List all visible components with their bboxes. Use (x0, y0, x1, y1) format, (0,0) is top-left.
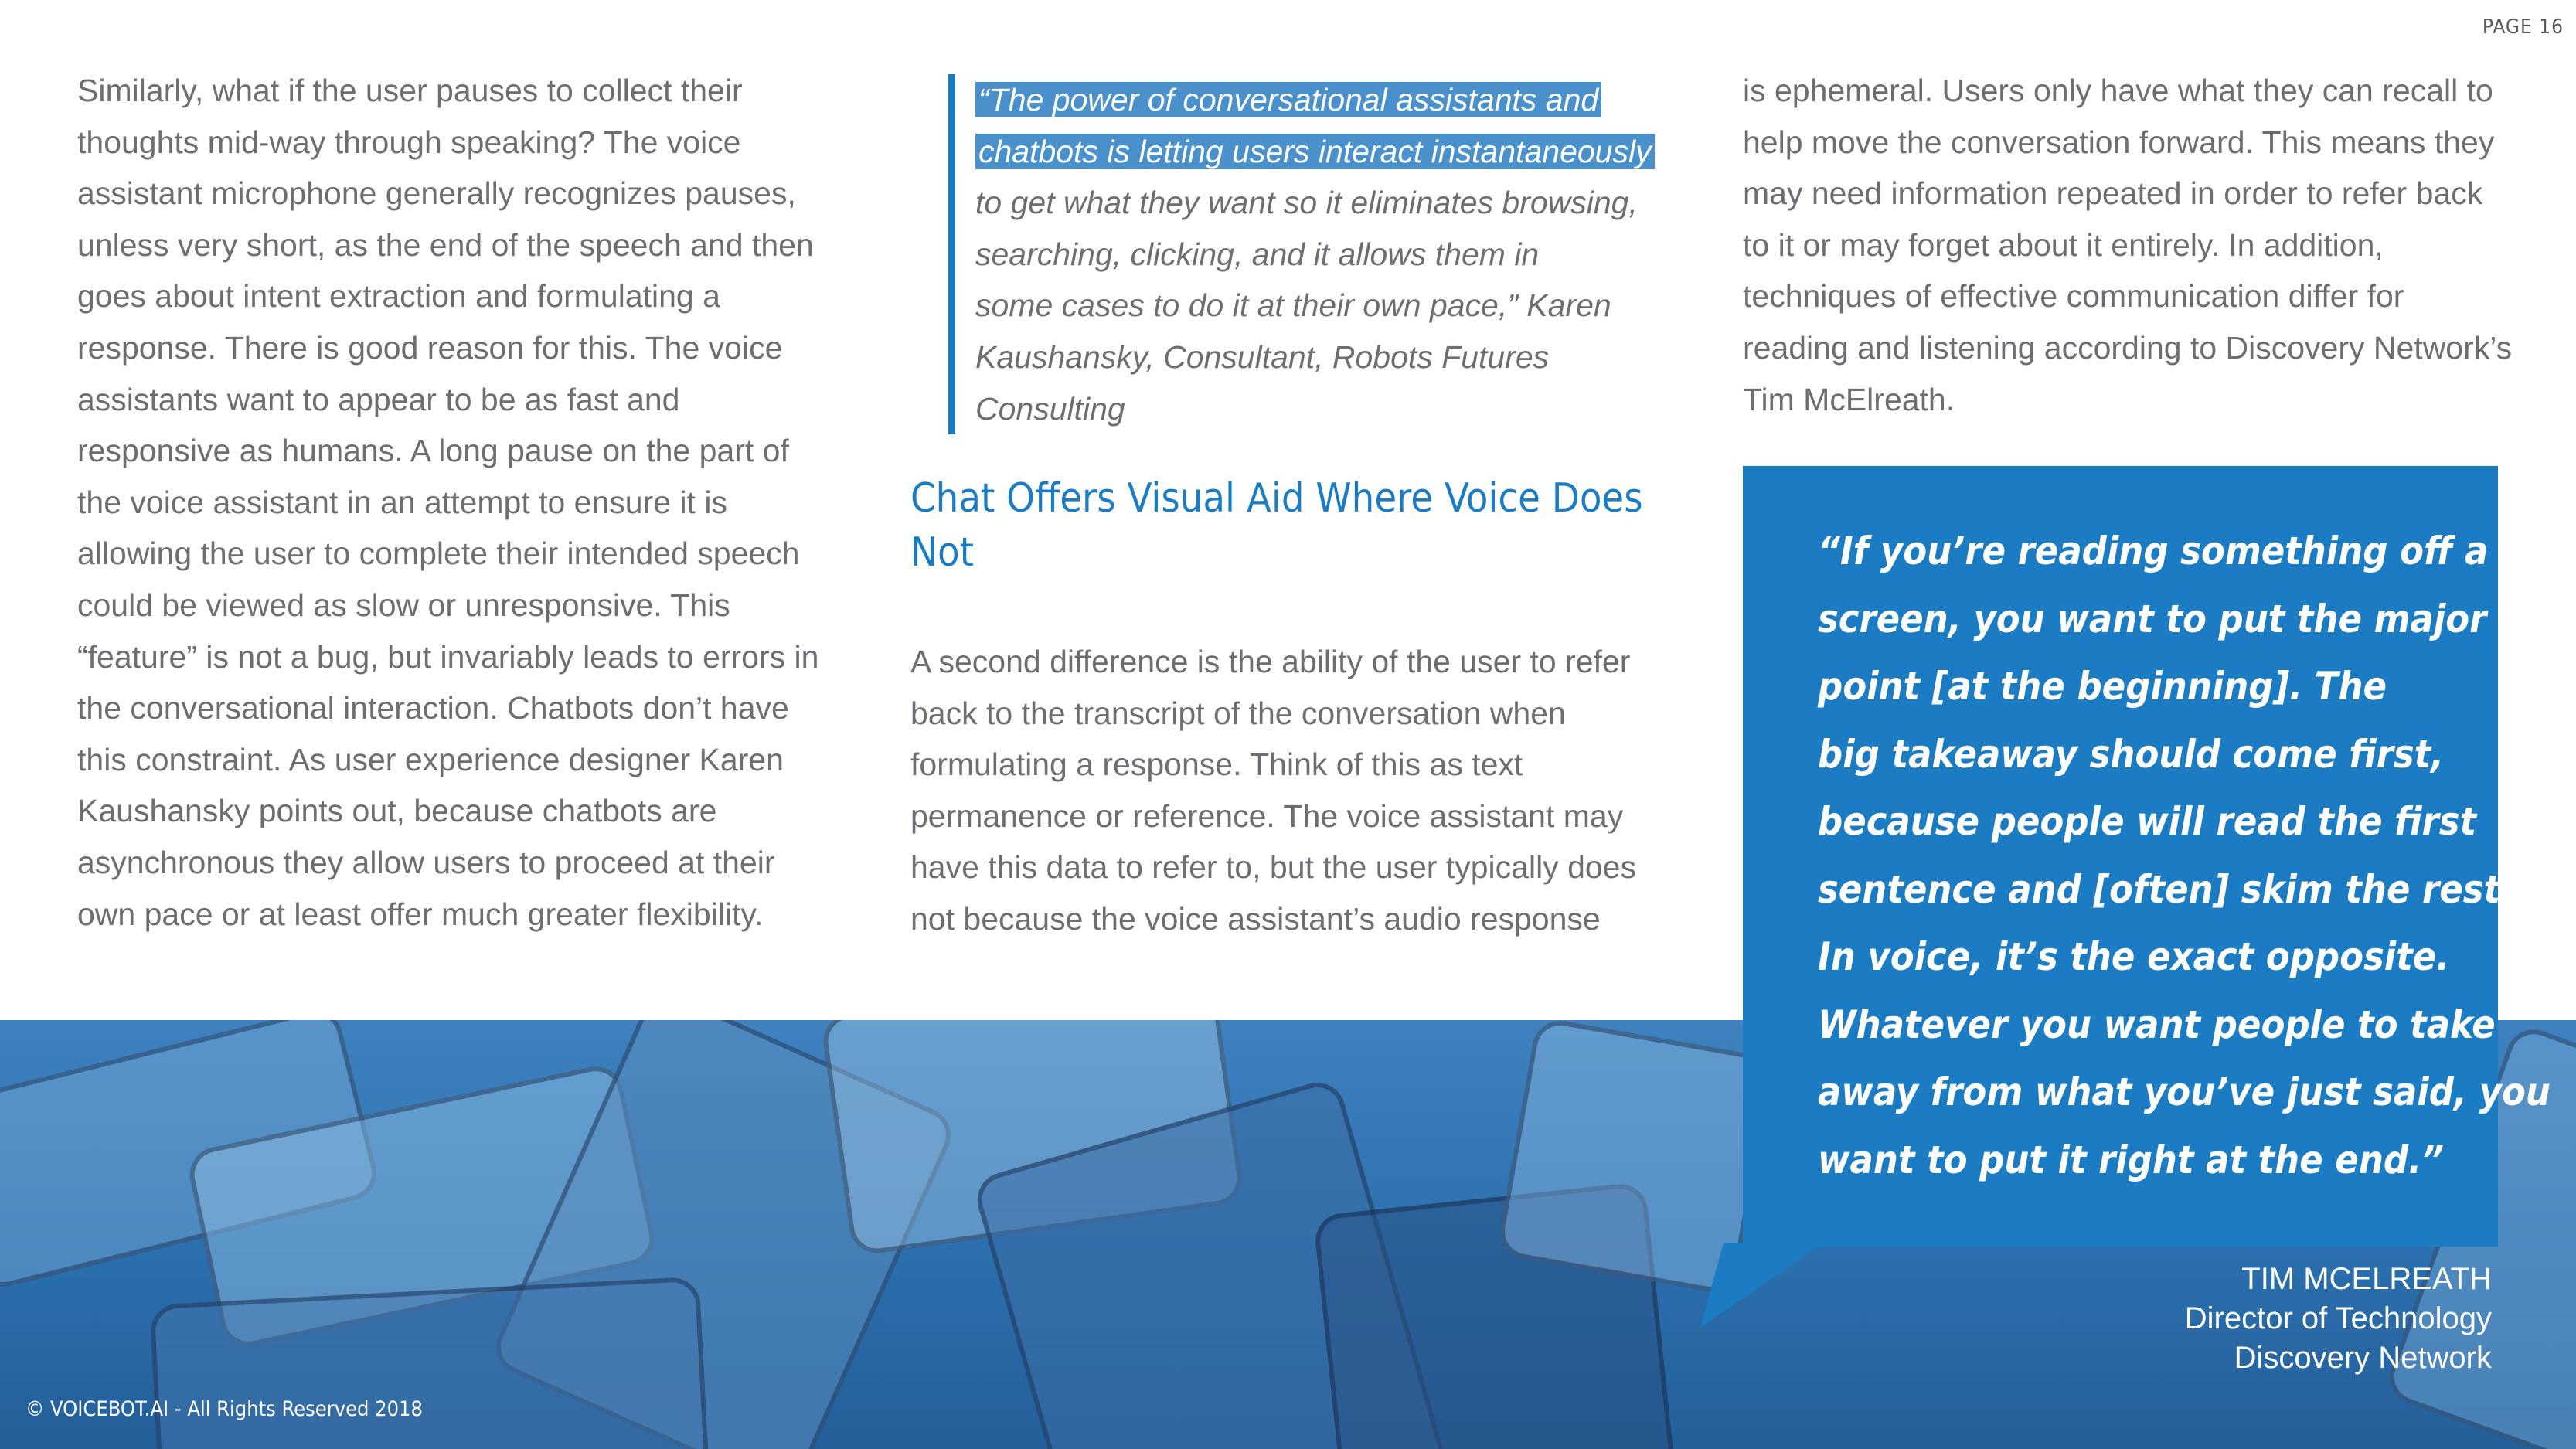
column3-paragraph: is ephemeral. Users only have what they can recall to help move the conversation forward. This means they may need information repeated in order to refer back to it or may forget about it entirely. In addition, techniques of effective communication differ for reading and listening according to Discovery Network’s Tim McElreath. (1743, 73, 2513, 417)
phone-shape (149, 1277, 710, 1449)
pull-quote-line (975, 126, 1686, 178)
quote-line: screen, you want to put the major (1818, 596, 2487, 641)
section-heading: Chat Offers Visual Aid Where Voice Does Not (910, 475, 1643, 576)
pull-quote-line: Consulting (975, 390, 1125, 427)
attribution-company: Discovery Network (2234, 1341, 2492, 1375)
attribution-title: Director of Technology (2184, 1301, 2492, 1335)
quote-line: “If you’re reading something off a (1818, 529, 2489, 573)
quote-line: want to put it right at the end.” (1818, 1137, 2445, 1182)
quote-line: because people will read the first (1818, 799, 2477, 844)
pull-quote-line: Kaushansky, Consultant, Robots Futures (975, 338, 1550, 375)
quote-line: In voice, it’s the exact opposite. (1818, 934, 2450, 979)
pull-quote-line: some cases to do it at their own pace,” Karen (975, 287, 1611, 324)
pull-quote-line: searching, clicking, and it allows them in (975, 236, 1540, 272)
quote-text (1818, 518, 2550, 1194)
speech-bubble-tail (1700, 1243, 1824, 1328)
quote-line: Whatever you want people to take (1818, 1002, 2496, 1047)
pull-quote-line: to get what they want so it eliminates browsing, (975, 185, 1638, 221)
attribution-name: TIM MCELREATH (2241, 1262, 2492, 1296)
quote-line: point [at the beginning]. The (1818, 664, 2387, 709)
column2-paragraph: A second difference is the ability of the user to refer back to the transcript of the conversation when formulating a response. Think of this as text permanence or reference. The voice assistant may have this data to refer to, but the user typically does not because the voice assistant’s audio response (910, 644, 1636, 937)
quote-line: away from what you’ve just said, you (1818, 1070, 2550, 1114)
pull-quote-highlight: “The power of conversational assistants and (975, 82, 1601, 117)
pull-quote-highlight: chatbots is letting users interact instantaneously (975, 134, 1655, 169)
quote-line: sentence and [often] skim the rest. (1818, 866, 2514, 912)
pull-quote-line (975, 74, 1686, 126)
page-number: PAGE 16 (2482, 15, 2564, 39)
quote-attribution (2185, 1260, 2492, 1378)
copyright-notice: © VOICEBOT.AI - All Rights Reserved 2018 (26, 1397, 423, 1421)
quote-line: big takeaway should come first, (1818, 731, 2445, 777)
pull-quote (948, 74, 1686, 434)
column1-paragraph: Similarly, what if the user pauses to collect their thoughts mid-way through speaking? The voice assistant microphone generally recognizes pauses, unless very short, as the end of the speech and then goes about intent extraction and formulating a response. There is good reason for this. The voice assistants want to appear to be as fast and responsive as humans. A long pause on the part of the voice assistant in an attempt to ensure it is allowing the user to complete their intended speech could be viewed as slow or unresponsive. This “feature” is not a bug, but invariably leads to errors in the conversational interaction. Chatbots don’t have this constraint. As user experience designer Karen Kaushansky points out, because chatbots are asynchronous they allow users to proceed at their own pace or at least offer much greater flexibility. (77, 73, 819, 932)
